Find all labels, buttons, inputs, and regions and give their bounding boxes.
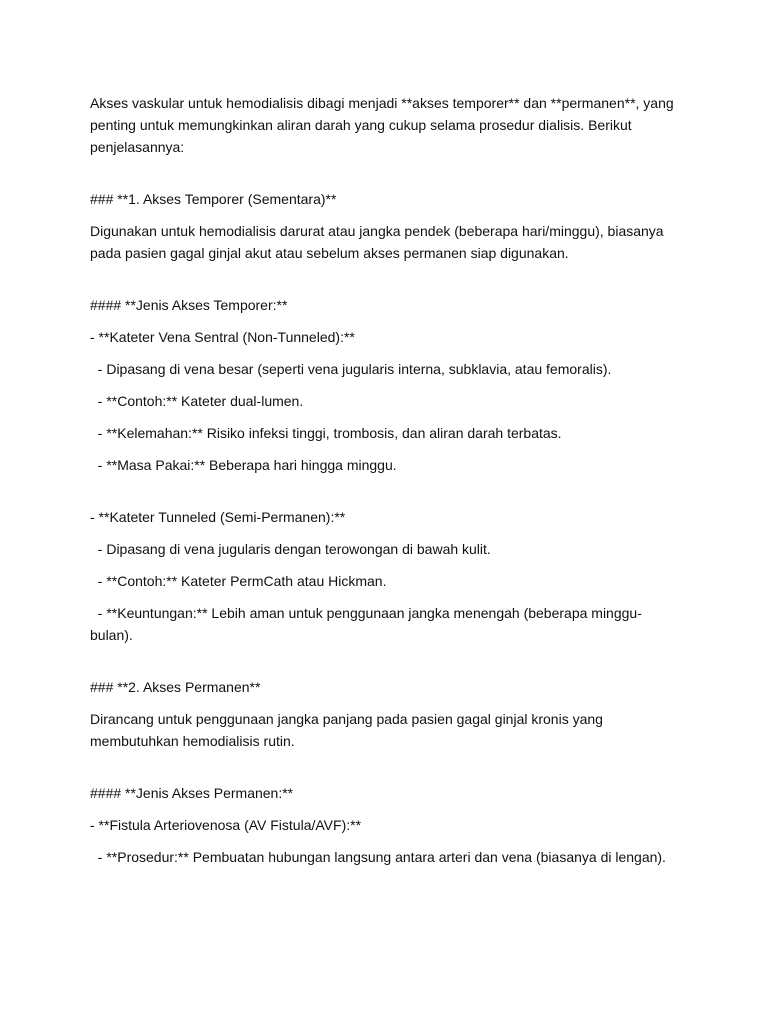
document-body xyxy=(90,92,690,868)
text-line: bulan). xyxy=(90,627,133,643)
section-description xyxy=(90,708,690,752)
text-line: penjelasannya: xyxy=(90,139,185,155)
list-item-title: - **Kateter Vena Sentral (Non-Tunneled):** xyxy=(90,329,355,345)
section-description xyxy=(90,220,690,264)
list-item: - **Contoh:** Kateter dual-lumen. xyxy=(90,393,304,409)
text-line: Digunakan untuk hemodialisis darurat atau jangka pendek (beberapa hari/minggu), biasanya xyxy=(90,223,664,239)
list-item: - **Prosedur:** Pembuatan hubungan langsung antara arteri dan vena (biasanya di lengan). xyxy=(90,849,666,865)
text-line: Dirancang untuk penggunaan jangka panjang pada pasien gagal ginjal kronis yang xyxy=(90,711,603,727)
list-item: - **Kelemahan:** Risiko infeksi tinggi, trombosis, dan aliran darah terbatas. xyxy=(90,425,562,441)
list-item-title: - **Fistula Arteriovenosa (AV Fistula/AVF):** xyxy=(90,817,362,833)
section-heading: ### **2. Akses Permanen** xyxy=(90,679,261,695)
list-item: - Dipasang di vena jugularis dengan terowongan di bawah kulit. xyxy=(90,541,491,557)
text-line: membutuhkan hemodialisis rutin. xyxy=(90,733,295,749)
list-item: - **Masa Pakai:** Beberapa hari hingga minggu. xyxy=(90,457,397,473)
list-item: - **Contoh:** Kateter PermCath atau Hickman. xyxy=(90,573,387,589)
text-line: Akses vaskular untuk hemodialisis dibagi menjadi **akses temporer** dan **permanen**, yang xyxy=(90,95,674,111)
list-item: - Dipasang di vena besar (seperti vena jugularis interna, subklavia, atau femoralis). xyxy=(90,361,612,377)
subsection-heading: #### **Jenis Akses Temporer:** xyxy=(90,297,288,313)
text-line: penting untuk memungkinkan aliran darah yang cukup selama prosedur dialisis. Berikut xyxy=(90,117,632,133)
subsection-heading: #### **Jenis Akses Permanen:** xyxy=(90,785,294,801)
section-heading: ### **1. Akses Temporer (Sementara)** xyxy=(90,191,337,207)
list-item-title: - **Kateter Tunneled (Semi-Permanen):** xyxy=(90,509,346,525)
list-item xyxy=(90,602,690,646)
text-line: pada pasien gagal ginjal akut atau sebelum akses permanen siap digunakan. xyxy=(90,245,569,261)
text-line: - **Keuntungan:** Lebih aman untuk penggunaan jangka menengah (beberapa minggu- xyxy=(90,605,642,621)
intro-paragraph xyxy=(90,92,690,158)
